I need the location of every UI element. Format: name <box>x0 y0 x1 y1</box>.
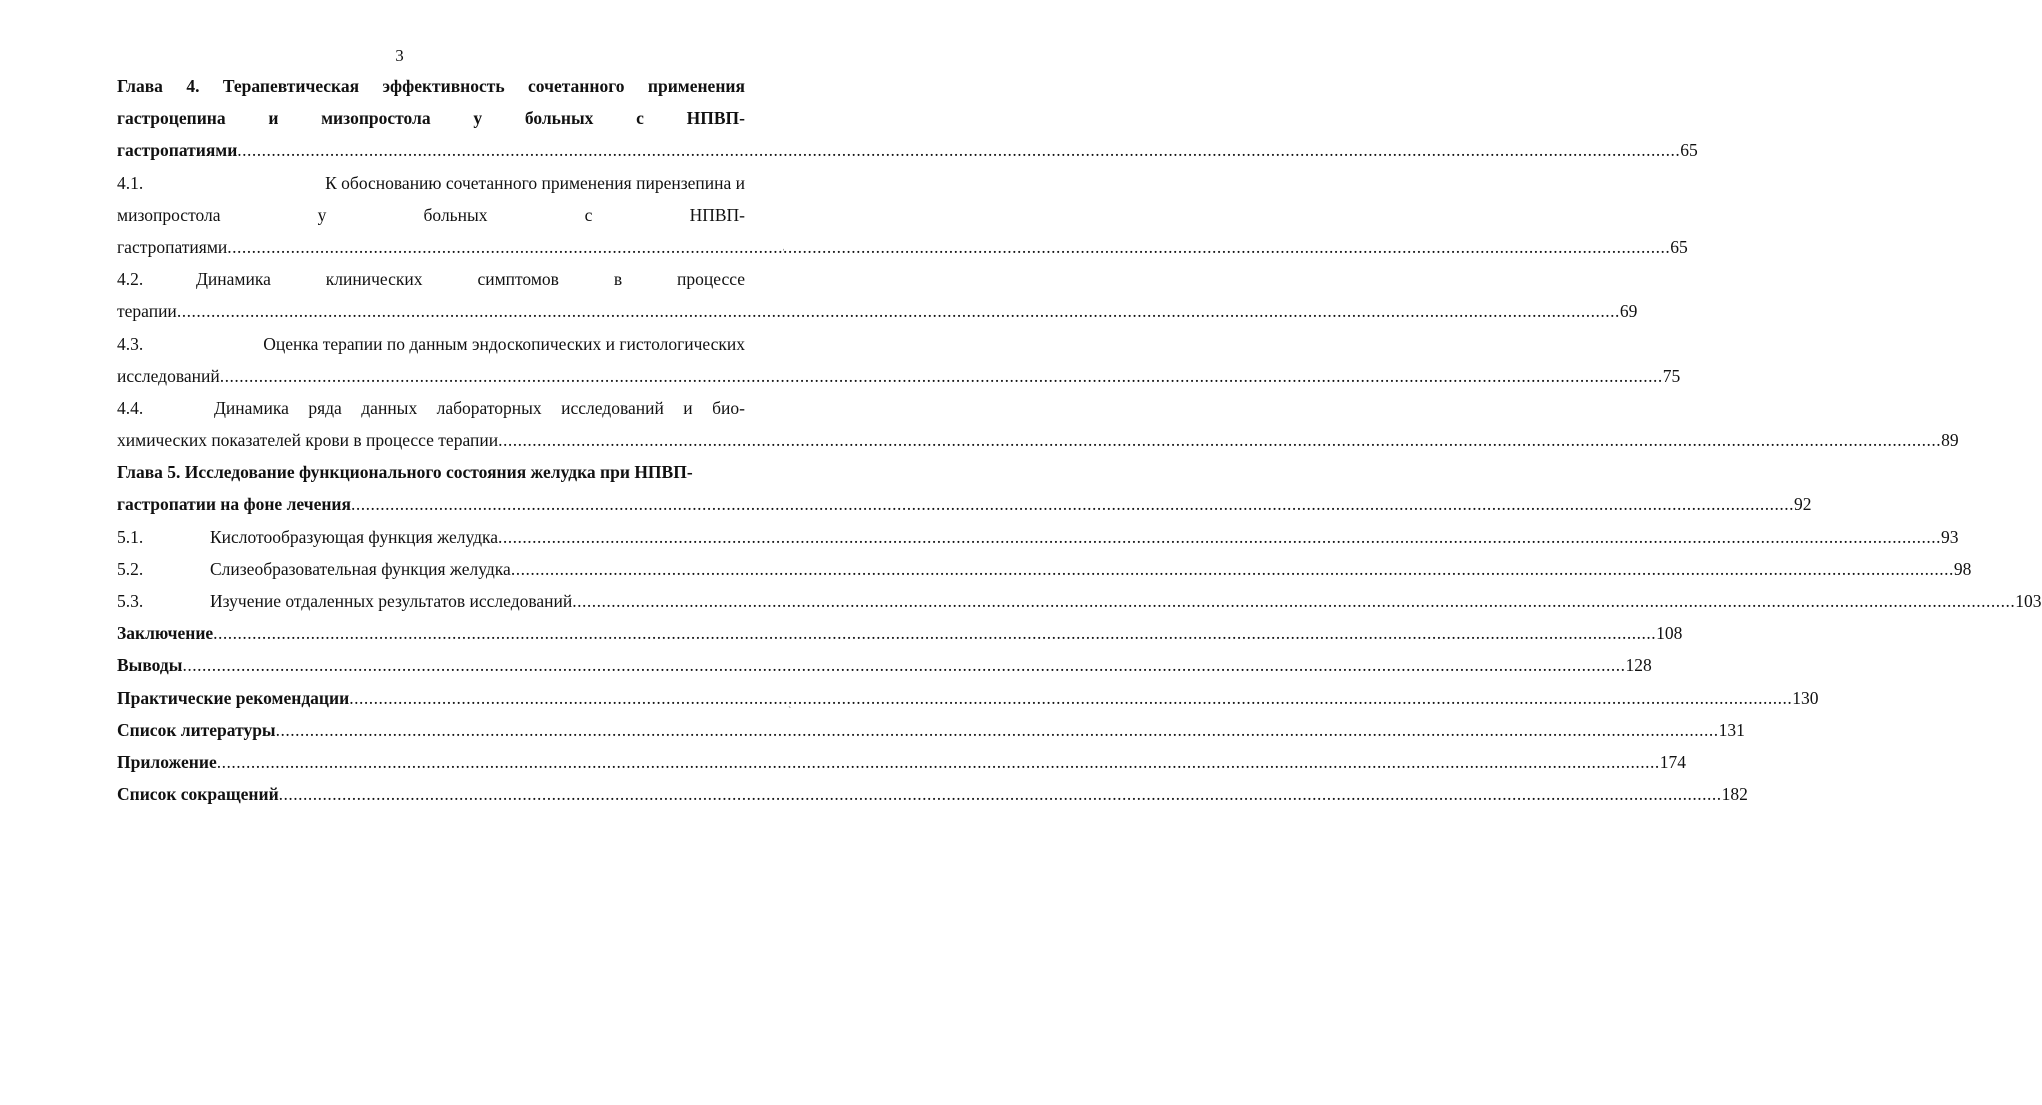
toc-word: ряда <box>308 397 342 418</box>
section-number: 5.2. <box>117 558 144 579</box>
dot-leader <box>511 553 1954 585</box>
toc-word: с <box>636 108 644 129</box>
toc-conclusion <box>117 617 1683 649</box>
dot-leader <box>498 424 1941 456</box>
section-number: 4.2. <box>117 269 144 290</box>
toc-word: Динамика <box>214 397 289 418</box>
toc-entry-text: Кислотообразующая функция желудка <box>210 526 499 547</box>
toc-word: данных <box>361 397 418 418</box>
dot-leader <box>572 585 2015 617</box>
toc-section-4-3-line-2 <box>117 360 1681 392</box>
toc-section-4-3-line-1 <box>117 328 745 360</box>
toc-entry-text: Глава 5. Исследование функционального состояния желудка при НПВП- <box>117 462 693 483</box>
toc-page-number: 98 <box>1953 558 1972 579</box>
toc-entry-text: Выводы <box>117 655 183 676</box>
toc-page-number: 103 <box>2015 591 2042 611</box>
toc-word: мизопростола <box>117 204 221 225</box>
toc-word: у <box>473 108 483 129</box>
dot-leader <box>227 231 1670 263</box>
toc-entry-text: Список сокращений <box>117 784 279 805</box>
toc-section-4-2-line-1 <box>117 263 745 295</box>
toc-page-number: 69 <box>1619 301 1638 322</box>
toc-chapter-4-line-3 <box>117 134 1698 166</box>
page-number: 3 <box>395 46 404 65</box>
toc-word: применения <box>647 76 745 96</box>
toc-word: гастроцепина <box>117 108 226 129</box>
toc-word: эффективность <box>382 76 505 96</box>
section-number: 4.3. <box>117 333 144 354</box>
toc-word: и <box>268 108 279 129</box>
toc-section-4-4-line-1 <box>117 392 745 424</box>
toc-word: больных <box>524 108 594 129</box>
toc-section-4-2-line-2 <box>117 295 1638 327</box>
toc-section-4-1-line-3 <box>117 231 1688 263</box>
dot-leader <box>351 488 1794 520</box>
toc-section-4-4-line-2 <box>117 424 1959 456</box>
toc-word: в <box>613 269 623 290</box>
toc-word: симптомов <box>477 269 559 290</box>
toc-word: клинических <box>325 269 423 290</box>
toc-entry-text: гастропатиями <box>117 140 238 161</box>
toc-abbreviations <box>117 778 1748 810</box>
toc-entry-text: терапии <box>117 301 177 322</box>
toc-word: лабораторных <box>436 397 542 418</box>
toc-page-number: 65 <box>1680 140 1698 161</box>
toc-page-number: 108 <box>1656 623 1683 644</box>
toc-page-number: 182 <box>1721 784 1748 805</box>
toc-word: и <box>683 397 693 418</box>
toc-section-5-2 <box>117 553 1972 585</box>
toc-entry-text: гастропатии на фоне лечения <box>117 494 351 515</box>
toc-appendix <box>117 746 1686 778</box>
dot-leader <box>177 295 1620 327</box>
toc-entry-text: химических показателей крови в процессе терапии <box>117 430 499 451</box>
toc-word: мизопростола <box>321 108 431 129</box>
toc-word: био- <box>712 397 745 418</box>
toc-word: НПВП- <box>689 204 745 225</box>
toc-entry-text: исследований <box>117 365 220 386</box>
toc-chapter-4-line-2 <box>117 102 745 134</box>
toc-entry-text: гастропатиями <box>117 236 228 257</box>
dot-leader <box>220 360 1663 392</box>
toc-entry-text: Список литературы <box>117 719 276 740</box>
toc-page-number: 92 <box>1794 494 1812 515</box>
toc-section-4-1-line-1 <box>117 167 745 199</box>
toc-chapter-5-line-1 <box>117 456 745 488</box>
toc-word: у <box>317 204 327 225</box>
toc-entry-text: Заключение <box>117 623 214 644</box>
toc-word: Динамика <box>196 269 271 290</box>
toc-word: исследований <box>561 397 664 418</box>
toc-chapter-4-line-1 <box>117 70 745 102</box>
toc-word: Глава <box>117 76 163 96</box>
toc-entry-text: Приложение <box>117 751 217 772</box>
toc-section-4-1-line-2 <box>117 199 745 231</box>
dot-leader <box>498 521 1941 553</box>
toc-word: НПВП- <box>686 108 745 129</box>
toc-page-number: 130 <box>1792 687 1819 708</box>
toc-page-number: 174 <box>1659 751 1686 772</box>
toc-recommendations <box>117 682 1819 714</box>
section-number: 5.3. <box>117 591 144 611</box>
toc-entry-text: К обоснованию сочетанного применения пирензепина и <box>325 172 745 193</box>
dot-leader <box>182 649 1625 681</box>
toc-literature <box>117 714 1745 746</box>
dot-leader <box>237 134 1680 166</box>
toc-chapter-5-line-2 <box>117 488 1812 520</box>
section-number: 4.1. <box>117 172 144 193</box>
scan-speck: ˋ <box>788 706 792 717</box>
toc-word: процессе <box>677 269 745 290</box>
dot-leader <box>279 778 1722 810</box>
toc-entry-text: Оценка терапии по данным эндоскопических и гистологических <box>263 333 745 354</box>
toc-word: больных <box>423 204 488 225</box>
toc-findings <box>117 649 1652 681</box>
toc-word: 4. <box>186 76 200 96</box>
table-of-contents <box>117 70 2042 810</box>
toc-word: Терапевтическая <box>222 76 360 96</box>
dot-leader <box>213 617 1656 649</box>
toc-word: сочетанного <box>528 76 625 96</box>
section-number: 4.4. <box>117 397 144 418</box>
toc-page-number: 131 <box>1718 719 1745 740</box>
toc-entry-text: Слизеобразовательная функция желудка <box>210 558 511 579</box>
section-number: 5.1. <box>117 526 144 547</box>
scan-speck: ˌ <box>782 240 786 251</box>
toc-page-number: 65 <box>1670 236 1688 257</box>
toc-section-5-1 <box>117 521 1959 553</box>
dot-leader <box>276 714 1719 746</box>
toc-entry-text: Изучение отдаленных результатов исследований <box>210 591 573 611</box>
toc-word: с <box>584 204 593 225</box>
toc-page-number: 75 <box>1662 365 1681 386</box>
toc-page-number: 128 <box>1625 655 1652 676</box>
toc-entry-text: Практические рекомендации <box>117 687 350 708</box>
dot-leader <box>217 746 1660 778</box>
toc-section-5-3 <box>117 585 2042 617</box>
toc-page-number: 89 <box>1941 430 1959 451</box>
toc-page-number: 93 <box>1941 526 1959 547</box>
dot-leader <box>349 682 1792 714</box>
